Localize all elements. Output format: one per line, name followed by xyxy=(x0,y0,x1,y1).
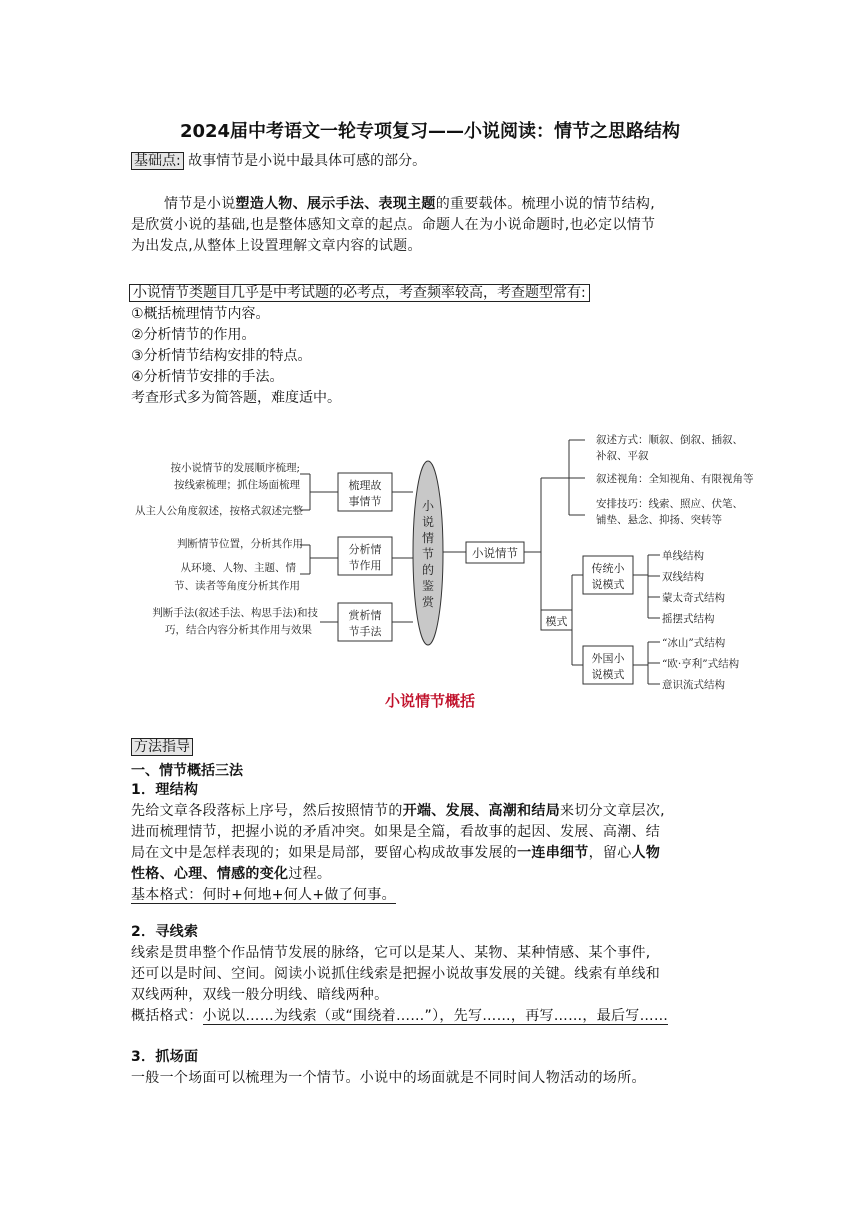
traditional-mode-label: 说模式 xyxy=(591,578,625,591)
page-title: 2024届中考语文一轮专项复习——小说阅读：情节之思路结构 xyxy=(179,121,681,142)
intro-text-2: 的重要载体。梳理小说的情节结构, xyxy=(435,196,655,212)
box-appreciate-technique: 节手法 xyxy=(348,625,382,638)
question-type-item: ③分析情节结构安排的特点。 xyxy=(131,348,312,364)
traditional-item: 双线结构 xyxy=(662,571,704,583)
right-top-note: 叙述方式：顺叙、倒叙、插叙、 xyxy=(596,434,743,446)
basics-line xyxy=(131,151,426,172)
traditional-item: 摇摆式结构 xyxy=(662,613,715,625)
intro-bold: 塑造人物、展示手法、表现主题 xyxy=(235,196,436,212)
traditional-item: 单线结构 xyxy=(662,550,704,562)
center-label xyxy=(422,499,435,609)
s2-line: 双线两种，双线一般分明线、暗线两种。 xyxy=(131,987,389,1003)
question-types-note: 考查形式多为简答题，难度适中。 xyxy=(131,390,341,406)
s1-line: 进而梳理情节，把握小说的矛盾冲突。如果是全篇，看故事的起因、发展、高潮、结 xyxy=(131,824,661,840)
foreign-mode-label: 外国小 xyxy=(591,652,625,665)
box-analyze-function: 分析情 xyxy=(348,543,382,556)
method-label: 方法指导 xyxy=(131,738,193,756)
center-char: 赏 xyxy=(421,595,435,609)
s2-format-label: 概括格式： xyxy=(131,1008,203,1024)
left-note: 判断情节位置，分析其作用 xyxy=(177,538,303,550)
box-appreciate-technique: 赏析情 xyxy=(348,609,382,622)
s1-bold: 人物 xyxy=(631,845,661,861)
center-char: 小 xyxy=(421,499,435,513)
s1-text: ，留心 xyxy=(588,845,632,861)
section-1 xyxy=(131,780,731,906)
center-char: 说 xyxy=(421,515,435,529)
left-note: 节、读者等角度分析其作用 xyxy=(174,580,300,592)
foreign-item: “冰山”式结构 xyxy=(662,637,726,649)
intro-paragraph xyxy=(131,194,731,257)
section-2-title: 2．寻线索 xyxy=(131,924,199,940)
box-sort-plot: 梳理故 xyxy=(348,479,382,492)
question-type-item: ①概括梳理情节内容。 xyxy=(131,306,270,322)
mode-label: 模式 xyxy=(545,615,568,628)
right-top-note: 铺垫、悬念、抑扬、突转等 xyxy=(596,514,722,526)
s1-bold: 一连串细节 xyxy=(517,845,589,861)
section-3 xyxy=(131,1047,731,1089)
traditional-mode-label: 传统小 xyxy=(591,562,625,575)
left-note: 从环境、人物、主题、情 xyxy=(180,562,296,574)
s3-line: 一般一个场面可以梳理为一个情节。小说中的场面就是不同时间人物活动的场所。 xyxy=(131,1070,646,1086)
center-char: 鉴 xyxy=(421,579,435,593)
left-note: 按线索梳理；抓住场面梳理 xyxy=(174,479,300,491)
plot-structure-diagram xyxy=(0,420,860,690)
method-label-line xyxy=(131,737,193,758)
center-char: 节 xyxy=(421,547,435,561)
foreign-item: 意识流式结构 xyxy=(662,679,725,690)
intro-text-1: 情节是小说 xyxy=(164,196,236,212)
left-note: 巧，结合内容分析其作用与效果 xyxy=(165,624,312,636)
box-analyze-function: 节作用 xyxy=(348,559,382,572)
left-note: 判断手法(叙述手法、构思手法)和技 xyxy=(152,607,318,619)
question-types-box: 小说情节类题目几乎是中考试题的必考点，考查频率较高，考查题型常有: xyxy=(129,284,590,302)
section-3-title: 3．抓场面 xyxy=(131,1049,199,1065)
s1-format: 基本格式：何时+何地+何人+做了何事。 xyxy=(131,887,396,903)
intro-line-3: 为出发点,从整体上设置理解文章内容的试题。 xyxy=(131,238,422,254)
center-char: 情 xyxy=(421,531,435,545)
s1-text: 来切分文章层次, xyxy=(560,803,665,819)
traditional-item: 蒙太奇式结构 xyxy=(662,592,725,604)
right-top-note: 叙述视角：全知视角、有限视角等 xyxy=(596,473,754,485)
section-1-title: 1．理结构 xyxy=(131,782,199,798)
section-2 xyxy=(131,922,731,1027)
right-node-label: 小说情节 xyxy=(472,546,518,560)
s1-text: 过程。 xyxy=(288,866,332,882)
s2-format: 小说以……为线索（或“围绕着……”），先写……，再写……，最后写…… xyxy=(202,1008,669,1024)
center-char: 的 xyxy=(421,563,435,577)
question-types-list xyxy=(131,304,341,409)
basics-label: 基础点: xyxy=(131,152,184,170)
s2-line: 还可以是时间、空间。阅读小说抓住线索是把握小说故事发展的关键。线索有单线和 xyxy=(131,966,661,982)
left-note: 从主人公角度叙述，按格式叙述完整 xyxy=(135,505,303,517)
question-type-item: ②分析情节的作用。 xyxy=(131,327,256,343)
s2-line: 线索是贯串整个作品情节发展的脉络，它可以是某人、某物、某种情感、某个事件, xyxy=(131,945,651,961)
s1-bold: 开端、发展、高潮和结局 xyxy=(402,803,561,819)
intro-line-2: 是欣赏小说的基础,也是整体感知文章的起点。命题人在为小说命题时,也必定以情节 xyxy=(131,217,656,233)
box-sort-plot: 事情节 xyxy=(348,495,382,508)
question-type-item: ④分析情节安排的手法。 xyxy=(131,369,284,385)
diagram-caption: 小说情节概括 xyxy=(384,692,475,710)
s1-text: 先给文章各段落标上序号，然后按照情节的 xyxy=(131,803,403,819)
s1-bold: 性格、心理、情感的变化 xyxy=(131,866,289,882)
question-types-header xyxy=(129,283,590,304)
foreign-item: “欧·亨利”式结构 xyxy=(662,658,740,670)
left-note: 按小说情节的发展顺序梳理; xyxy=(170,462,300,474)
right-top-note: 安排技巧：线索、照应、伏笔、 xyxy=(596,498,743,510)
basics-text: 故事情节是小说中最具体可感的部分。 xyxy=(188,153,427,169)
method-heading: 一、情节概括三法 xyxy=(131,763,243,779)
right-top-note: 补叙、平叙 xyxy=(596,450,649,462)
foreign-mode-label: 说模式 xyxy=(591,668,625,681)
s1-text: 局在文中是怎样表现的；如果是局部，要留心构成故事发展的 xyxy=(131,845,518,861)
